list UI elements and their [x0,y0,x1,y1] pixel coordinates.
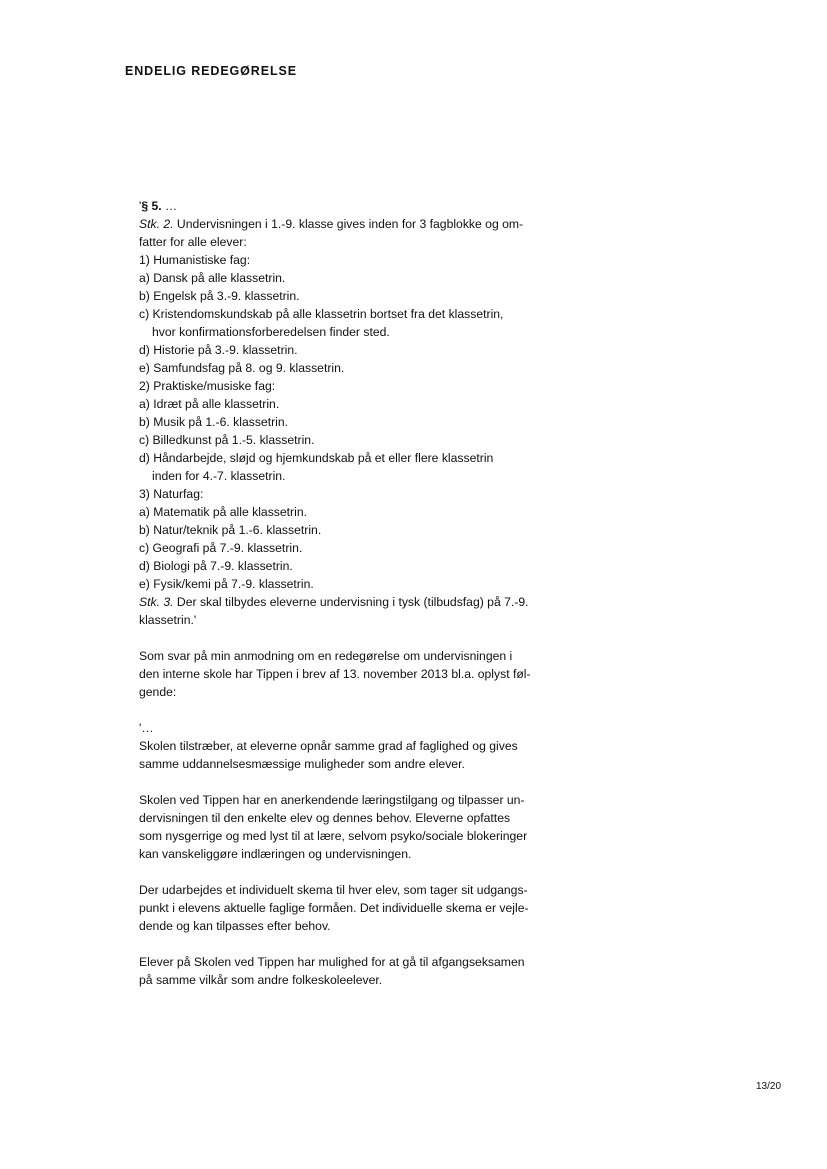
stk3-line: Stk. 3. Der skal tilbydes eleverne undervisning i tysk (tilbudsfag) på 7.-9. [139,595,529,609]
list-item: hvor konfirmationsforberedelsen finder sted. [152,325,390,339]
list-item: b) Natur/teknik på 1.-6. klassetrin. [139,523,322,537]
document-header: ENDELIG REDEGØRELSE [125,64,297,78]
stk3-line: klassetrin.' [139,613,197,627]
list-item: c) Billedkunst på 1.-5. klassetrin. [139,433,315,447]
paragraph-line: Elever på Skolen ved Tippen har mulighed for at gå til afgangseksamen [139,955,525,969]
paragraph-line: Som svar på min anmodning om en redegørelse om undervisningen i [139,649,513,663]
paragraph-line: samme uddannelsesmæssige muligheder som andre elever. [139,757,465,771]
paragraph-line: punkt i elevens aktuelle faglige formåen. Det individuelle skema er vejle- [139,901,529,915]
list-item: d) Biologi på 7.-9. klassetrin. [139,559,293,573]
stk2-line: Stk. 2. Undervisningen i 1.-9. klasse gives inden for 3 fagblokke og om- [139,217,524,231]
list-item: d) Håndarbejde, sløjd og hjemkundskab på et eller flere klassetrin [139,451,494,465]
list-item: b) Engelsk på 3.-9. klassetrin. [139,289,300,303]
stk3-label: Stk. 3. [139,595,174,609]
paragraph-line: Skolen tilstræber, at eleverne opnår samme grad af faglighed og gives [139,739,518,753]
paragraph-line: Skolen ved Tippen har en anerkendende læringstilgang og tilpasser un- [139,793,525,807]
page-number: 13/20 [756,1081,782,1092]
list-item: a) Idræt på alle klassetrin. [139,397,280,411]
paragraph-line: dende og kan tilpasses efter behov. [139,919,331,933]
section-heading: '§ 5. … [139,199,178,213]
list-item: 1) Humanistiske fag: [139,253,251,267]
section-label: § 5. [141,199,162,213]
paragraph-line: som nysgerrige og med lyst til at lære, selvom psyko/sociale blokeringer [139,829,528,843]
stk2-label: Stk. 2. [139,217,174,231]
list-item: inden for 4.-7. klassetrin. [152,469,286,483]
list-item: a) Matematik på alle klassetrin. [139,505,307,519]
list-item: d) Historie på 3.-9. klassetrin. [139,343,298,357]
list-item: e) Samfundsfag på 8. og 9. klassetrin. [139,361,345,375]
list-item: c) Kristendomskundskab på alle klassetrin bortset fra det klassetrin, [139,307,504,321]
list-item: b) Musik på 1.-6. klassetrin. [139,415,289,429]
list-item: a) Dansk på alle klassetrin. [139,271,286,285]
list-item: e) Fysik/kemi på 7.-9. klassetrin. [139,577,314,591]
paragraph-line: gende: [139,685,177,699]
quote-open: '… [139,721,154,735]
paragraph-line: den interne skole har Tippen i brev af 13. november 2013 bl.a. oplyst føl- [139,667,531,681]
paragraph-line: kan vanskeliggøre indlæringen og undervisningen. [139,847,412,861]
paragraph-line: på samme vilkår som andre folkeskoleelever. [139,973,383,987]
list-item: 3) Naturfag: [139,487,204,501]
list-item: c) Geografi på 7.-9. klassetrin. [139,541,303,555]
document-body [139,197,589,989]
list-item: 2) Praktiske/musiske fag: [139,379,276,393]
paragraph-line: Der udarbejdes et individuelt skema til hver elev, som tager sit udgangs- [139,883,528,897]
paragraph-line: dervisningen til den enkelte elev og dennes behov. Eleverne opfattes [139,811,511,825]
stk2-line: fatter for alle elever: [139,235,247,249]
